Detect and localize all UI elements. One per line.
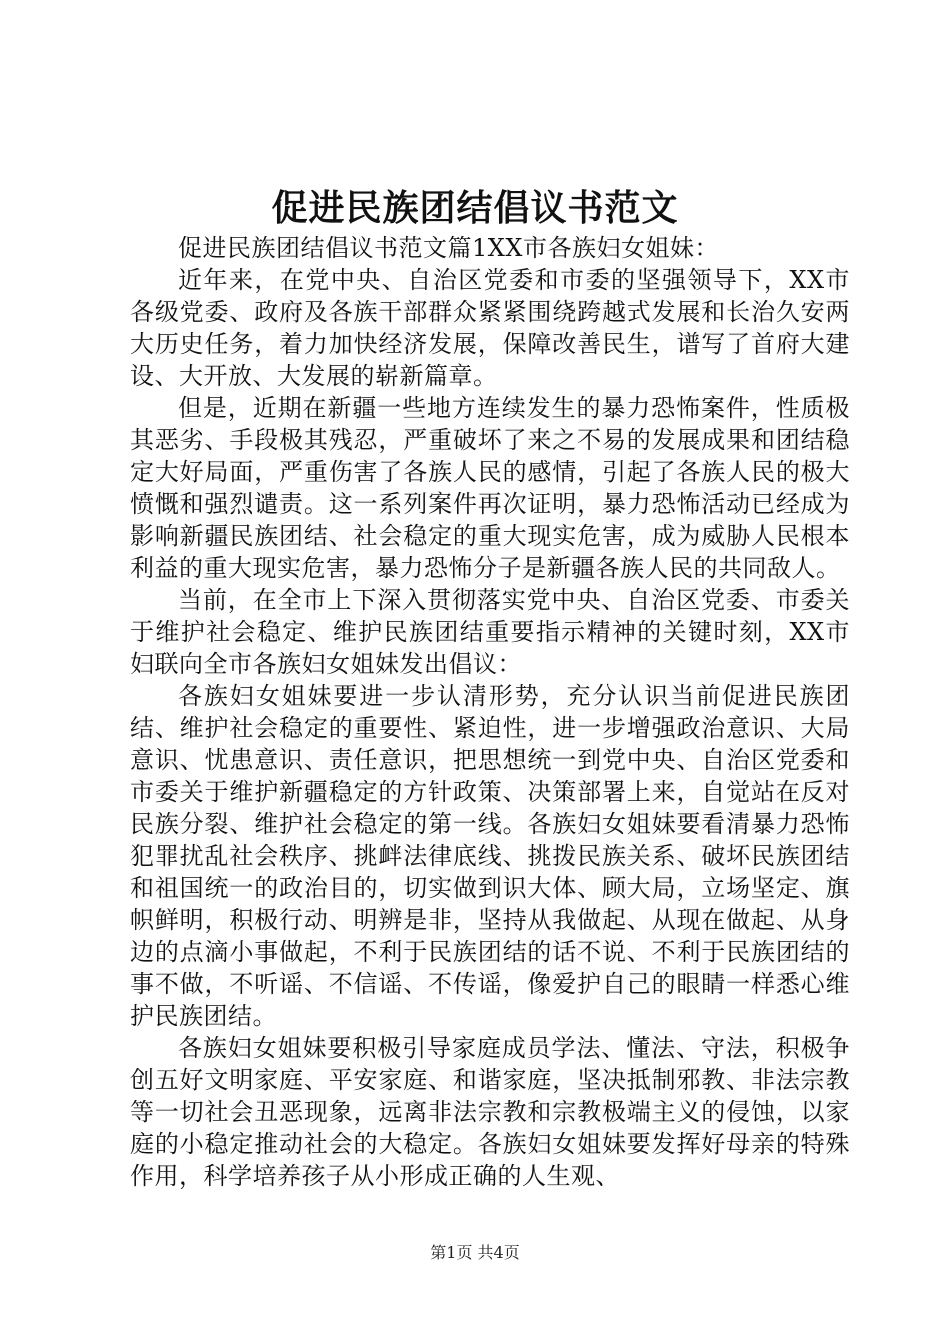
paragraph: 但是，近期在新疆一些地方连续发生的暴力恐怖案件，性质极其恶劣、手段极其残忍，严重破坏了来之不易的发展成果和团结稳定大好局面，严重伤害了各族人民的感情，引起了各族人民的极大愤慨和强烈谴责。这一系列案件再次证明，暴力恐怖活动已经成为影响新疆民族团结、社会稳定的重大现实危害，成为威胁人民根本利益的重大现实危害，暴力恐怖分子是新疆各族人民的共同敌人。 <box>130 394 850 582</box>
page-footer: 第1页 共4页 <box>430 1243 520 1262</box>
paragraph: 各族妇女姐妹要进一步认清形势，充分认识当前促进民族团结、维护社会稳定的重要性、紧迫性，进一步增强政治意识、大局意识、忧患意识、责任意识，把思想统一到党中央、自治区党委和市委关于维护新疆稳定的方针政策、决策部署上来，自觉站在反对民族分裂、维护社会稳定的第一线。各族妇女姐妹要看清暴力恐怖犯罪扰乱社会秩序、挑衅法律底线、挑拨民族关系、破坏民族团结和祖国统一的政治目的，切实做到识大体、顾大局，立场坚定、旗帜鲜明，积极行动、明辨是非，坚持从我做起、从现在做起、从身边的点滴小事做起，不利于民族团结的话不说、不利于民族团结的事不做，不听谣、不信谣、不传谣，像爱护自己的眼睛一样悉心维护民族团结。 <box>130 682 850 1030</box>
paragraph: 各族妇女姐妹要积极引导家庭成员学法、懂法、守法，积极争创五好文明家庭、平安家庭、和谐家庭，坚决抵制邪教、非法宗教等一切社会丑恶现象，远离非法宗教和宗教极端主义的侵蚀，以家庭的小稳定推动社会的大稳定。各族妇女姐妹要发挥好母亲的特殊作用，科学培养孩子从小形成正确的人生观、 <box>130 1034 850 1190</box>
document-body <box>130 232 850 1192</box>
paragraph: 当前，在全市上下深入贯彻落实党中央、自治区党委、市委关于维护社会稳定、维护民族团结重要指示精神的关键时刻，XX市妇联向全市各族妇女姐妹发出倡议： <box>130 586 850 678</box>
page-title: 促进民族团结倡议书范文 <box>271 187 679 229</box>
paragraph: 促进民族团结倡议书范文篇1XX市各族妇女姐妹： <box>178 234 719 262</box>
paragraph: 近年来，在党中央、自治区党委和市委的坚强领导下，XX市各级党委、政府及各族干部群众紧紧围绕跨越式发展和长治久安两大历史任务，着力加快经济发展，保障改善民生，谱写了首府大建设、大开放、大发展的崭新篇章。 <box>130 266 850 390</box>
